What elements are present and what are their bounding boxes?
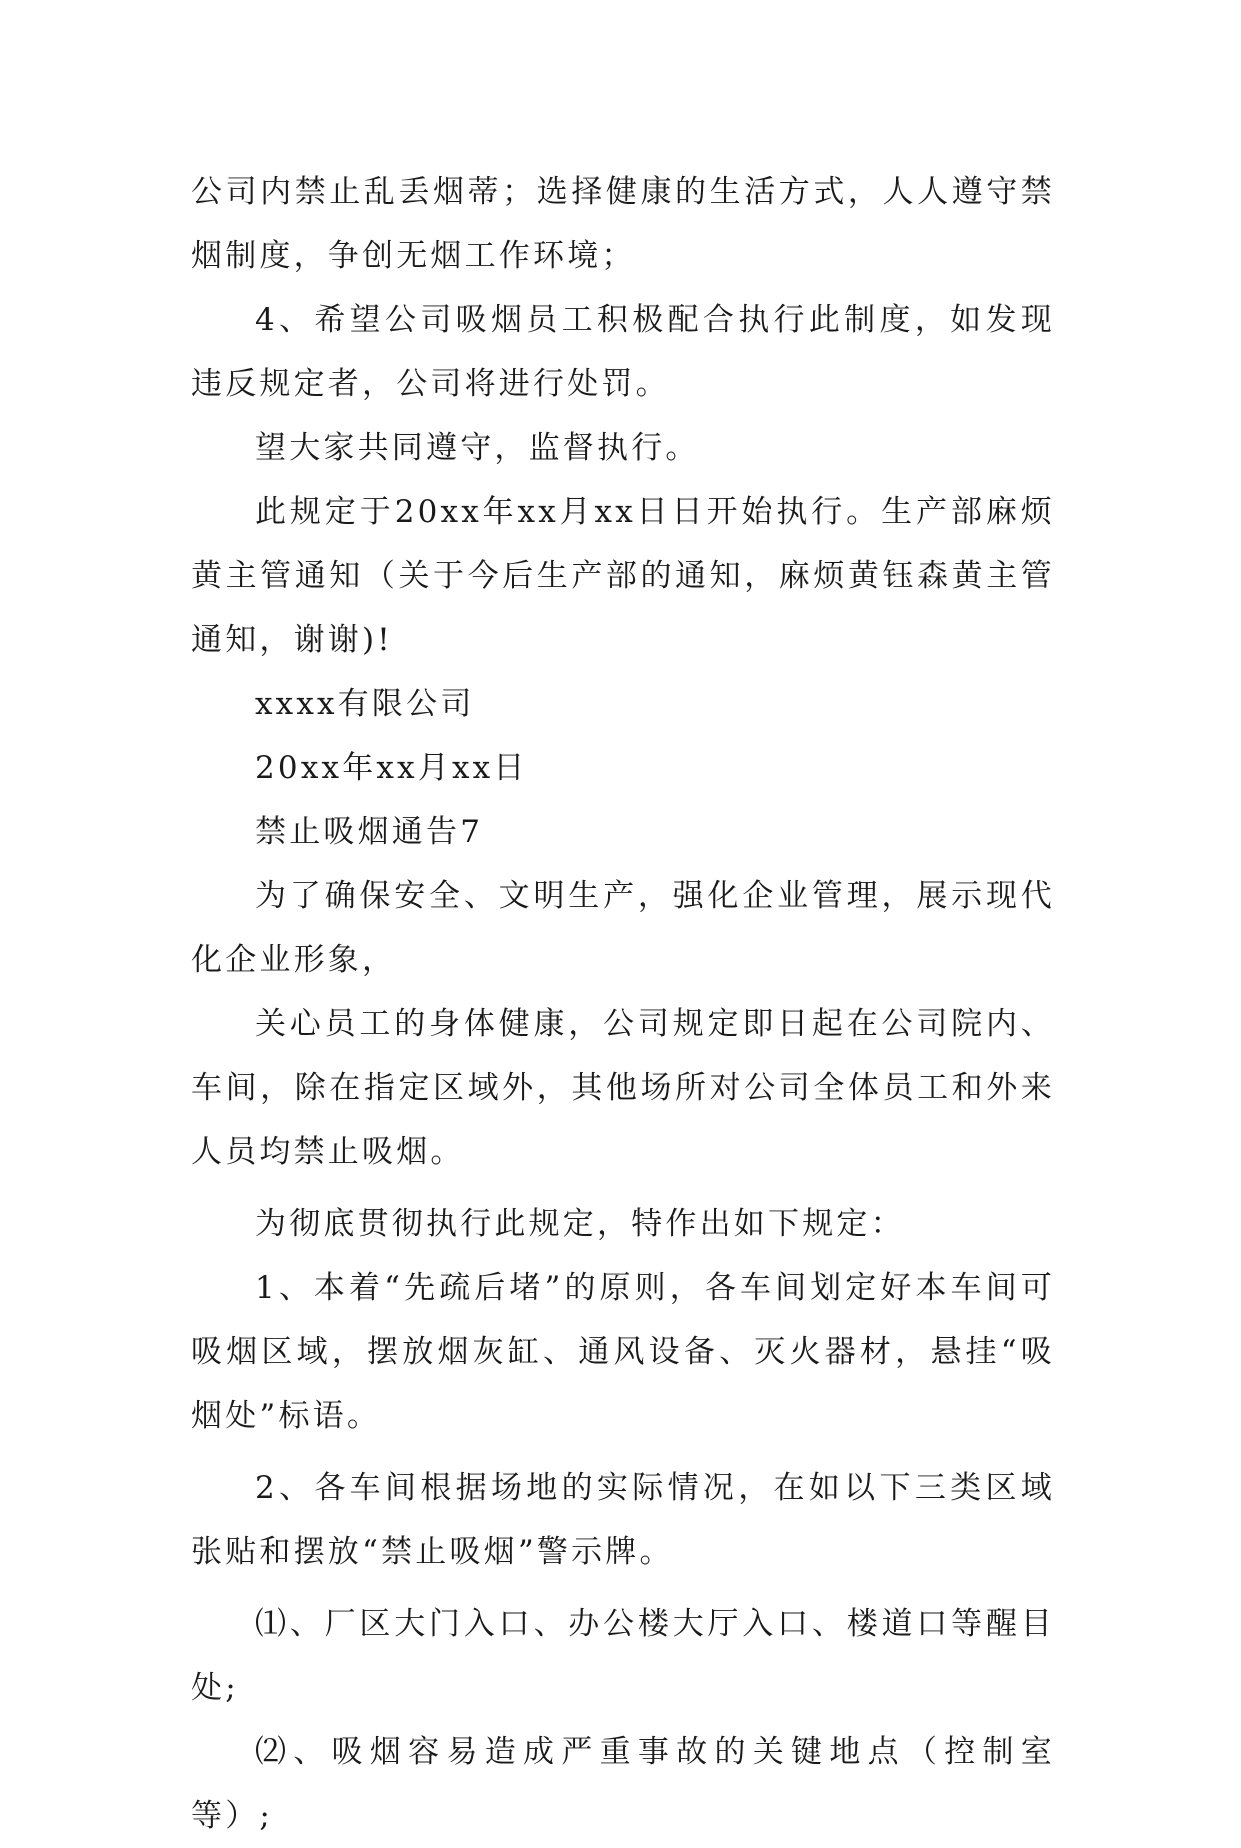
section-heading: 禁止吸烟通告7 (255, 814, 484, 850)
paragraph-compliance: 望大家共同遵守，监督执行。 (255, 430, 700, 466)
document-body (191, 160, 1055, 1848)
company-signature: xxxx有限公司 (255, 686, 475, 722)
paragraph-rules-intro: 为彻底贯彻执行此规定，特作出如下规定： (255, 1206, 905, 1242)
paragraph-effective-date: 此规定于20xx年xx月xx日日开始执行。生产部麻烦黄主管通知（关于今后生产部的通知，麻烦黄钰森黄主管通知，谢谢)! (191, 494, 1055, 658)
list-item-area-2: ⑵、吸烟容易造成严重事故的关键地点（控制室等）; (191, 1734, 1055, 1834)
paragraph-scope: 关心员工的身体健康，公司规定即日起在公司院内、车间，除在指定区域外，其他场所对公司全体员工和外来人员均禁止吸烟。 (191, 1006, 1055, 1170)
paragraph-continuation: 公司内禁止乱丢烟蒂；选择健康的生活方式，人人遵守禁烟制度，争创无烟工作环境； (191, 174, 1055, 274)
paragraph-purpose: 为了确保安全、文明生产，强化企业管理，展示现代化企业形象， (191, 878, 1055, 978)
list-item-area-1: ⑴、厂区大门入口、办公楼大厅入口、楼道口等醒目处; (191, 1606, 1055, 1706)
paragraph-rule-1: 1、本着“先疏后堵”的原则，各车间划定好本车间可吸烟区域，摆放烟灰缸、通风设备、灭火器材，悬挂“吸烟处”标语。 (191, 1270, 1055, 1434)
signature-date: 20xx年xx月xx日 (255, 750, 528, 786)
paragraph-rule-2: 2、各车间根据场地的实际情况，在如以下三类区域张贴和摆放“禁止吸烟”警示牌。 (191, 1470, 1055, 1570)
paragraph-rule-4: 4、希望公司吸烟员工积极配合执行此制度，如发现违反规定者，公司将进行处罚。 (191, 302, 1055, 402)
